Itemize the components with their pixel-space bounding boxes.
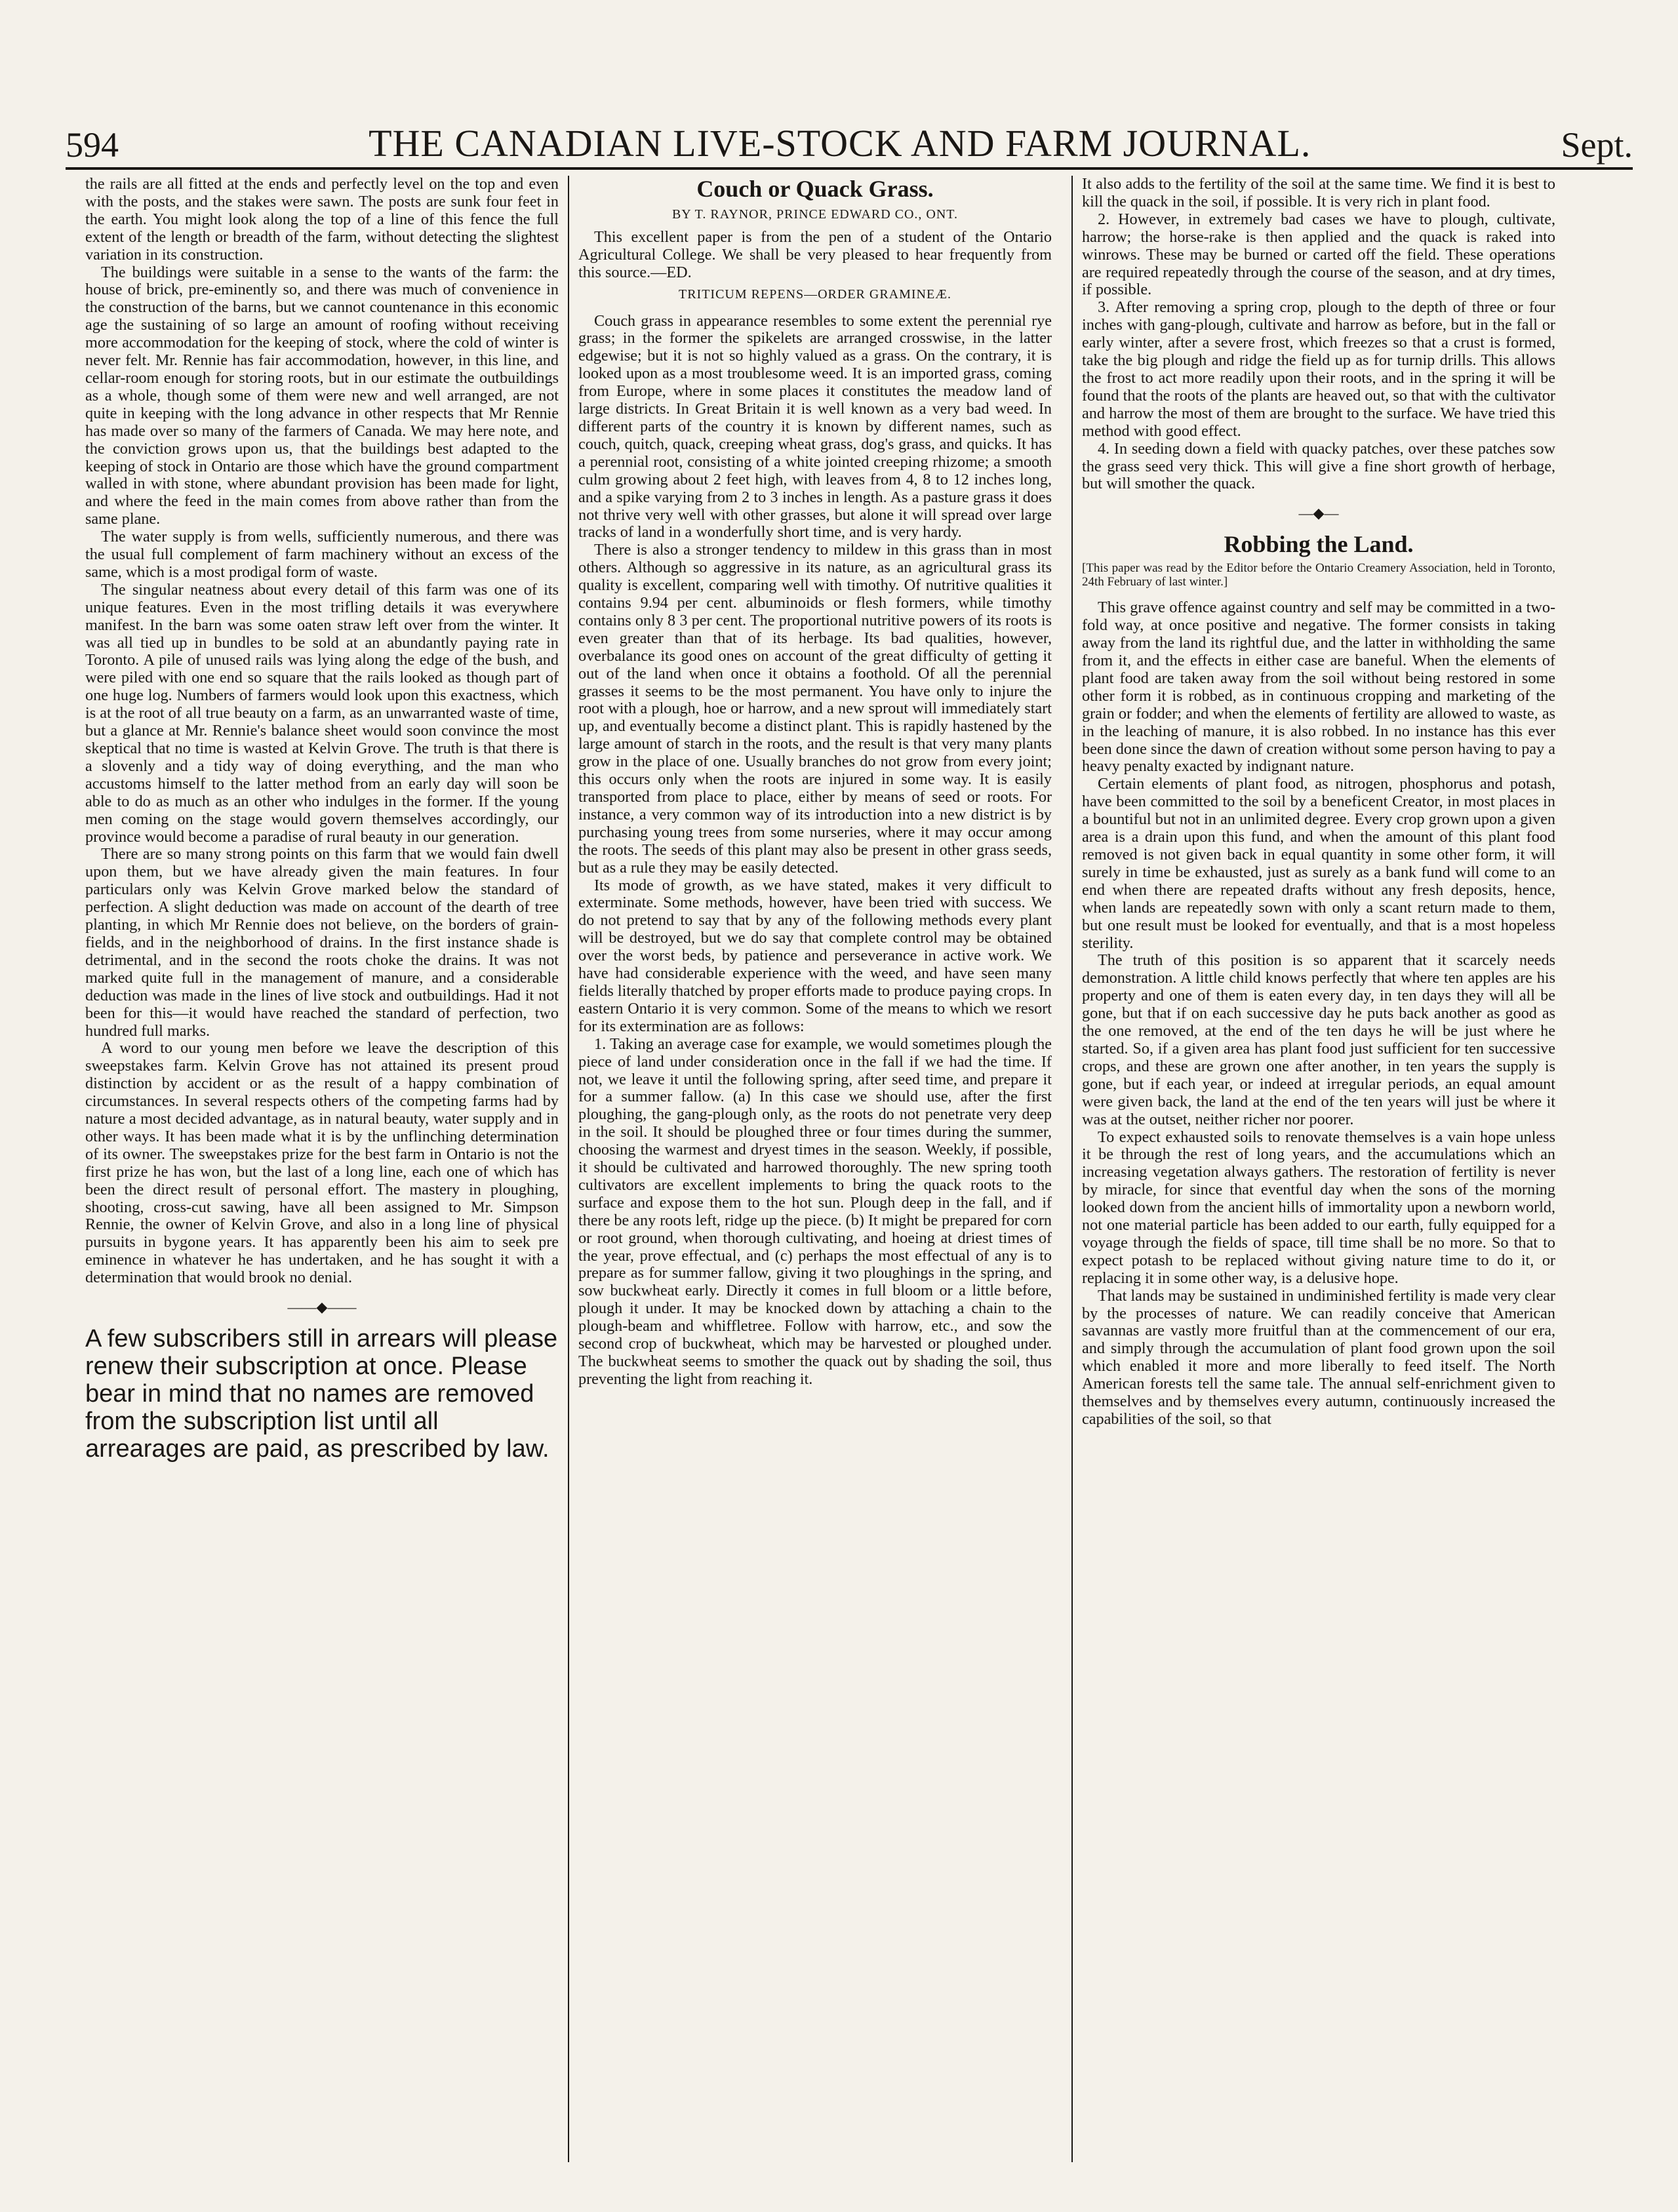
- section-ornament: —◆—: [1298, 505, 1339, 522]
- paragraph: 3. After removing a spring crop, plough to the depth of three or four inches with gang-plough, cultivate and harrow as before, but in the fall or early winter, after a severe frost, which freezes so that a crust is formed, take the big plough and ridge the field up as for turnip drills. This allows the frost to act more readily upon their roots, and in the spring it will be found that the roots of the plants are heaved out, so that with the cultivator and harrow the most of them are brought to the surface. We have tried this method with good effect.: [1082, 298, 1555, 440]
- editor-note: This excellent paper is from the pen of a student of the Ontario Agricultural College. We shall be very pleased to hear frequently from this source.—ED.: [578, 227, 1052, 281]
- paragraph: There are so many strong points on this farm that we would fain dwell upon them, but we have already given the main features. In four particulars only was Kelvin Grove marked below the standard of perfection. A slight deduction was made on account of the dearth of tree planting, in which Mr Rennie does not believe, on the borders of grain-fields, and in the neighborhood of drains. In the first instance shade is detrimental, and in the second the roots choke the drains. It was not marked quite full in the management of manure, and a considerable deduction was made in the lines of live stock and outbuildings. Had it not been for this—it would have reached the standard of perfection, two hundred full marks.: [85, 845, 559, 1040]
- journal-title: THE CANADIAN LIVE-STOCK AND FARM JOURNAL.: [369, 122, 1311, 165]
- article-note: [This paper was read by the Editor before the Ontario Creamery Association, held in Toronto, 24th February of last winter.]: [1082, 561, 1555, 589]
- paragraph: Its mode of growth, as we have stated, makes it very difficult to exterminate. Some methods, however, have been tried with success. We do not pretend to say that by any of the following methods every plant will be destroyed, but we do say that complete control may be obtained over the worst beds, by patience and perseverance in active work. We have had considerable experience with the weed, and have seen many fields literally thatched by proper efforts made to produce paying crops. In eastern Ontario it is very common. Some of the means to which we resort for its extermination are as follows:: [578, 876, 1052, 1035]
- page-number: 594: [66, 125, 119, 165]
- article-heading-robbing-the-land: Robbing the Land.: [1224, 531, 1414, 558]
- paragraph: Certain elements of plant food, as nitrogen, phosphorus and potash, have been committed to the soil by a beneficent Creator, in most places in a bountiful but not in an unlimited degree. Every crop grown upon a given area is a drain upon this fund, and when the amount of this plant food removed is not given back in equal quantity in some other form, it will surely in time be exhausted, just as surely as a bank fund will come to an end when there are repeated drafts without any fresh deposits, hence, when lands are repeatedly sown with only a scant return made to them, but one result must be looked for eventually, and that is a most hopeless sterility.: [1082, 775, 1555, 952]
- paragraph: the rails are all fitted at the ends and perfectly level on the top and even with the posts, and the stakes were sawn. The posts are sunk four feet in the earth. You might look along the top of a line of this fence the full extent of the length or breadth of the farm, without detecting the slightest variation in its construction.: [85, 176, 559, 264]
- paragraph: There is also a stronger tendency to mildew in this grass than in most others. Although so aggressive in its nature, as an agricultural grass its quality is excellent, comparing well with timothy. Of nutritive qualities it contains 9.94 per cent. albuminoids or flesh formers, while timothy contains only 8 3 per cent. The proportional nutritive powers of its roots is even greater than that of its herbage. Its bad qualities, however, overbalance its good ones on account of the great difficulty of getting it out of the land when once it obtains a foothold. Of all the perennial grasses it seems to be the most permanent. You have only to injure the root with a plough, hoe or harrow, and a new sprout will immediately start up, and eventually become a distinct plant. This is rapidly hastened by the large amount of starch in the roots, and the result is that very many plants grow in the place of one. Usually branches do not grow from every joint; this occurs only when the roots are injured in some way. It is easily transported from place to place, either by means of seed or roots. For instance, a very common way of its introduction into a new district is by purchasing young trees from some nurseries, where it may occur among the roots. The seeds of this plant may also be present in other grass seeds, but as a rule they may be easily detected.: [578, 541, 1052, 877]
- paragraph: Couch grass in appearance resembles to some extent the perennial rye grass; in the former the spikelets are arranged crosswise, in the latter edgewise; but it is not so highly valued as a grass. On the contrary, it is looked upon as a most troublesome weed. It is an imported grass, coming from Europe, where in some places it constitutes the meadow land of large districts. In Great Britain it is well known as a very bad weed. In different parts of the country it is known by different names, such as couch, quitch, quack, creeping wheat grass, dog's grass, and quicks. It has a perennial root, consisting of a white jointed creeping rhizome; a smooth culm growing about 2 feet high, with leaves from 4, 8 to 12 inches long, and a spike varying from 2 to 3 inches in length. As a pasture grass it does not thrive very well with other grasses, but alone it will spread over large tracks of land in a wonderfully short time, and is very hardy.: [578, 311, 1052, 542]
- column-1: [85, 176, 559, 2162]
- paragraph: The water supply is from wells, sufficiently numerous, and there was the usual full complement of farm machinery without an excess of the same, which is a most prodigal form of waste.: [85, 528, 559, 581]
- header-rule: [66, 167, 1633, 170]
- masthead: [66, 104, 1633, 163]
- paragraph: The singular neatness about every detail of this farm was one of its unique features. Even in the most trifling details it was everywhere manifest. In the barn was some oaten straw left over from the winter. It was all tied up in bundles to be sold at an abundantly paying rate in Toronto. A pile of unused rails was lying along the edge of the bush, and were piled with one end so square that the rails looked as though part of one huge log. Numbers of farmers would look upon this exactness, which is at the root of all true beauty on a farm, as an unwarranted waste of time, but a glance at Mr. Rennie's balance sheet would soon convince the most skeptical that no time is wasted at Kelvin Grove. The truth is that there is a slovenly and a tidy way of doing everything, and the man who accustoms himself to the latter method from an early day will soon be able to do as much as an other who indulges in the former. If the young men coming on the stage would govern themselves accordingly, our province would become a paradise of rural beauty in our generation.: [85, 580, 559, 846]
- column-divider: [568, 176, 569, 2162]
- paragraph: The buildings were suitable in a sense to the wants of the farm: the house of brick, pre-eminently so, and there was much of convenience in the construction of the barns, but we cannot countenance in this economic age the sustaining of so large an amount of roofing without receiving more accommodation for the keeping of stock, where the cold of winter is never felt. Mr. Rennie has fair accommodation, however, in this line, and cellar-room enough for storing roots, but in our estimate the outbuildings as a whole, though some of them were new and well arranged, are not quite in keeping with the long advance in other respects that Mr Rennie has made over so many of the farmers of Canada. We may here note, and the conviction grows upon us, that the buildings best adapted to the keeping of stock in Ontario are those which have the ground compartment walled in with stone, where abundant provision has been made for light, and where the feed in the main comes from above rather than from the same plane.: [85, 263, 559, 528]
- paragraph: That lands may be sustained in undiminished fertility is made very clear by the processes of nature. We can readily conceive that American savannas are vastly more fruitful than at the commencement of our era, and simply through the accumulation of plant food grown upon the soil which enabled it more and more liberally to feed itself. The North American forests tell the same tale. The annual self-enrichment given to themselves and by themselves every autumn, continuously increased the capabilities of the soil, so that: [1082, 1286, 1555, 1428]
- paragraph: It also adds to the fertility of the soil at the same time. We find it is best to kill the quack in the soil, if possible. It is very rich in plant food.: [1082, 176, 1555, 210]
- paragraph: To expect exhausted soils to renovate themselves is a vain hope unless it be through the rest of long years, and the accumulations which an increasing vegetation always gathers. The restoration of fertility is never by miracle, for since that eventful day when the sons of the morning looked down from the ancient hills of immortality upon a newborn world, not one material particle has been added to our earth, fully equipped for a voyage through the fields of space, till time shall be no more. So that to expect potash to be replaced without giving nature time to do it, or replacing it in some other way, is a delusive hope.: [1082, 1128, 1555, 1287]
- paragraph: The truth of this position is so apparent that it scarcely needs demonstration. A little child knows perfectly that where ten apples are his property and one of them is eaten every day, in ten days they will all be gone, but that if on each successive day he puts back another as good as the one removed, at the end of the ten days he will be just where he started. So, if a given area has plant food just sufficient for ten successive crops, and these are grown one after another, in ten years the supply is gone, but if each year, or indeed at irregular periods, an equal amount were given back, the land at the end of the ten years will just be where it was at the outset, neither richer nor poorer.: [1082, 951, 1555, 1128]
- column-divider: [1071, 176, 1073, 2162]
- article-heading-couch-grass: Couch or Quack Grass.: [696, 176, 934, 202]
- section-ornament: ——◆——: [287, 1299, 357, 1316]
- article-subhead: TRITICUM REPENS—ORDER GRAMINEÆ.: [678, 286, 952, 302]
- paragraph: 4. In seeding down a field with quacky patches, over these patches sow the grass seed very thick. This will give a fine short growth of herbage, but will smother the quack.: [1082, 439, 1555, 493]
- paragraph: This grave offence against country and self may be committed in a two-fold way, at once positive and negative. The former consists in taking away from the land its rightful due, and the latter in withholding the same from it, and the effects in either case are baneful. When the elements of plant food are taken away from the soil without being restored in some other form it is robbed, as in continuous cropping and marketing of the grain or fodder; and when the elements of fertility are allowed to waste, as in the leaching of manure, it is also robbed. In no instance has this ever been done since the dawn of creation without some person having to pay a heavy penalty exacted by indignant nature.: [1082, 599, 1555, 776]
- paragraph: 2. However, in extremely bad cases we have to plough, cultivate, harrow; the horse-rake is then applied and the quack is raked into winrows. These may be burned or carted off the field. These operations are required repeatedly through the course of the season, and at dry times, if possible.: [1082, 210, 1555, 299]
- article-byline: BY T. RAYNOR, PRINCE EDWARD CO., ONT.: [671, 207, 959, 222]
- column-2: [578, 176, 1052, 2162]
- paragraph: 1. Taking an average case for example, we would sometimes plough the piece of land under consideration once in the fall if we had the time. If not, we leave it until the following spring, after seed time, and prepare it for a summer fallow. (a) In this case we should use, after the first ploughing, the gang-plough only, as the roots do not penetrate very deep in the soil. It should be ploughed three or four times during the summer, choosing the warmest and dryest times in the season. Weekly, if possible, it should be cultivated and harrowed thoroughly. The new spring tooth cultivators are excellent implements to bring the quack roots to the surface and expose them to the hot sun. Plough deep in the fall, and if there be any roots left, ridge up the piece. (b) It might be prepared for corn or root ground, when thorough cultivating, and hoeing at driest times of the year, prove effectual, and (c) perhaps the most effectual of any is to prepare as for summer fallow, giving it two ploughings in the spring, and sow buckwheat early. Directly it comes in full bloom or a little before, plough it under. It may be knocked down by attaching a chain to the plough-beam and whiffletree. Follow with harrow, etc., and sow the second crop of buckwheat, which may be harvested or ploughed under. The buckwheat seems to smother the quack out by shading the soil, thus preventing the light from reaching it.: [578, 1035, 1052, 1388]
- column-3: [1082, 176, 1555, 2162]
- paragraph: A word to our young men before we leave the description of this sweepstakes farm. Kelvin Grove has not attained its present proud distinction by accident or as the result of a happy combination of circumstances. In several respects others of the competing farms had by nature a most decided advantage, as in natural beauty, water supply and in other ways. It has been made what it is by the unflinching determination of its owner. The sweepstakes prize for the best farm in Ontario is not the first prize he has won, but the last of a long line, each one of which has been the direct result of personal effort. The mastery in ploughing, shooting, cross-cut sawing, have all been assigned to Mr. Simpson Rennie, the owner of Kelvin Grove, and also in a long line of physical pursuits in bygone years. It has apparently been his aim to seek pre eminence in whatever he has undertaken, and he has sought it with a determination that would brook no denial.: [85, 1039, 559, 1287]
- issue-month: Sept.: [1561, 125, 1633, 165]
- subscriber-notice: A few subscribers still in arrears will please renew their subscription at once. Please bear in mind that no names are removed from the subscription list until all arrearages are paid, as prescribed by law.: [85, 1325, 558, 1463]
